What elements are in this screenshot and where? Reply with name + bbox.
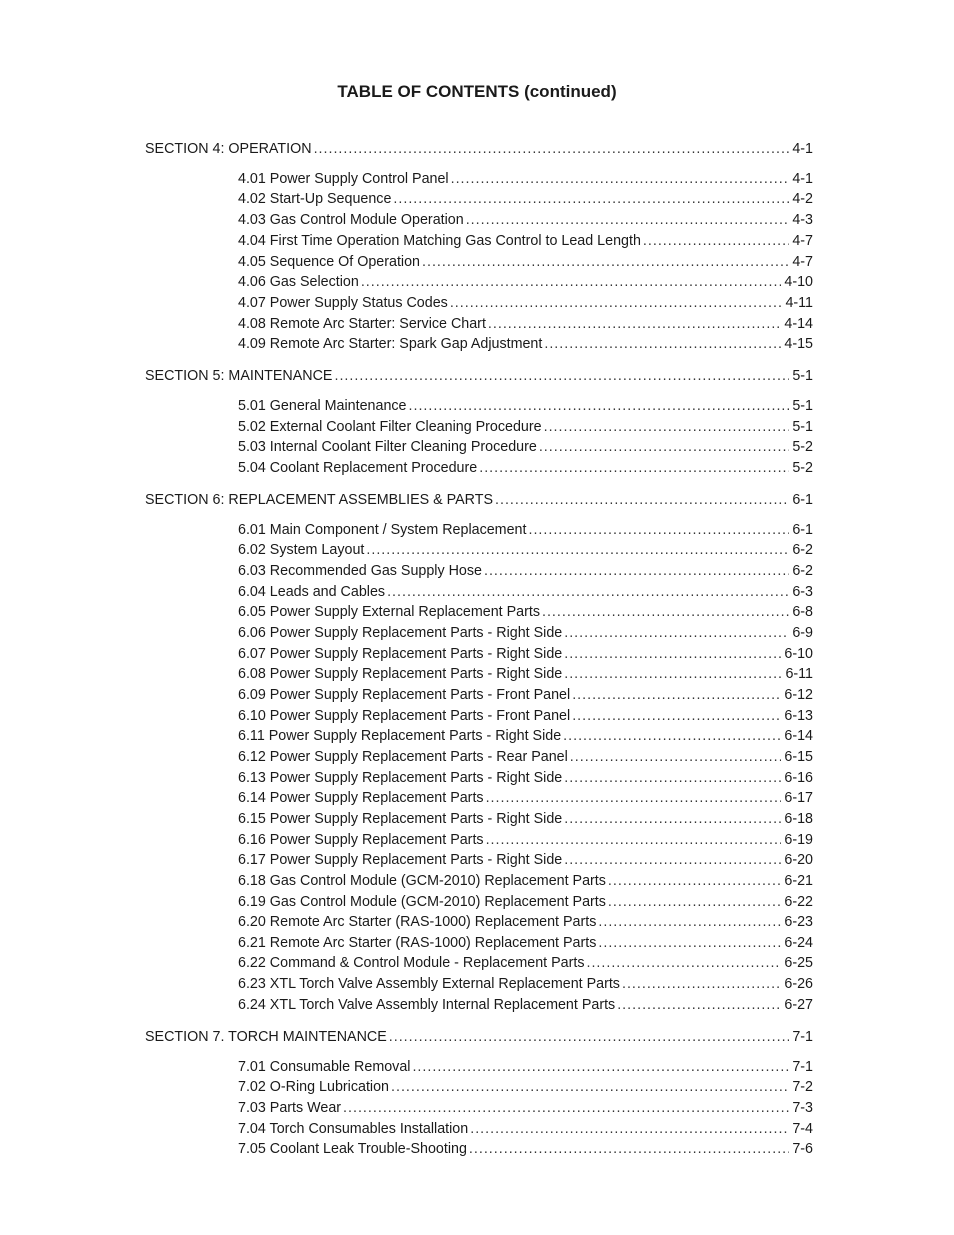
toc-entry-label: 4.09 Remote Arc Starter: Spark Gap Adjustment bbox=[238, 336, 543, 352]
toc-entry-label: 7.04 Torch Consumables Installation bbox=[238, 1121, 469, 1137]
toc-entry-page-number: 6-27 bbox=[784, 997, 813, 1013]
toc-entry-page-number: 4-2 bbox=[792, 191, 813, 207]
toc-entry-label: 6.09 Power Supply Replacement Parts - Front Panel bbox=[238, 687, 571, 703]
toc-entry-label: 4.05 Sequence Of Operation bbox=[238, 254, 421, 270]
toc-entry-page-number: 6-25 bbox=[784, 955, 813, 971]
toc-entry-label: 4.01 Power Supply Control Panel bbox=[238, 171, 449, 187]
toc-entry-label: 7.05 Coolant Leak Trouble-Shooting bbox=[238, 1141, 467, 1157]
toc-entry-label: 6.02 System Layout bbox=[238, 542, 365, 558]
toc-entry-label: 4.04 First Time Operation Matching Gas Control to Lead Length bbox=[238, 233, 641, 249]
toc-entry-label: 4.07 Power Supply Status Codes bbox=[238, 295, 448, 311]
toc-subsection-entry[interactable] bbox=[238, 830, 813, 850]
toc-entry-label: 6.12 Power Supply Replacement Parts - Rear Panel bbox=[238, 749, 568, 765]
toc-entry-page-number: 6-1 bbox=[792, 492, 813, 508]
dot-leader bbox=[528, 520, 789, 540]
toc-subsection-entry[interactable] bbox=[238, 1098, 813, 1118]
toc-subsection-entry[interactable] bbox=[238, 252, 813, 272]
toc-subsection-entry[interactable] bbox=[238, 437, 813, 457]
toc-entry-label: 6.21 Remote Arc Starter (RAS-1000) Replacement Parts bbox=[238, 935, 597, 951]
toc-entry-label: 6.08 Power Supply Replacement Parts - Right Side bbox=[238, 666, 563, 682]
toc-entry-label: SECTION 7. TORCH MAINTENANCE bbox=[145, 1029, 387, 1045]
toc-subsection-entry[interactable] bbox=[238, 933, 813, 953]
toc-entry-label: 6.05 Power Supply External Replacement Parts bbox=[238, 604, 540, 620]
dot-leader bbox=[608, 892, 781, 912]
toc-subsection-entry[interactable] bbox=[238, 458, 813, 478]
toc-entry-page-number: 5-2 bbox=[792, 460, 813, 476]
dot-leader bbox=[450, 293, 783, 313]
toc-entry-label: 6.10 Power Supply Replacement Parts - Front Panel bbox=[238, 708, 571, 724]
toc-entry-page-number: 6-17 bbox=[784, 790, 813, 806]
toc-subsection-entry[interactable] bbox=[238, 1119, 813, 1139]
toc-entry-label: 6.24 XTL Torch Valve Assembly Internal Replacement Parts bbox=[238, 997, 616, 1013]
toc-entry-page-number: 7-2 bbox=[792, 1079, 813, 1095]
toc-entry-page-number: 6-10 bbox=[784, 646, 813, 662]
dot-leader bbox=[542, 602, 789, 622]
dot-leader bbox=[539, 437, 790, 457]
toc-section-entry[interactable] bbox=[145, 1027, 813, 1047]
toc-entry-label: 6.03 Recommended Gas Supply Hose bbox=[238, 563, 482, 579]
dot-leader bbox=[495, 490, 789, 510]
dot-leader bbox=[564, 850, 781, 870]
toc-subsection-entry[interactable] bbox=[238, 189, 813, 209]
toc-entry-label: 5.02 External Coolant Filter Cleaning Procedure bbox=[238, 419, 542, 435]
toc-subsection-entry[interactable] bbox=[238, 892, 813, 912]
dot-leader bbox=[422, 252, 789, 272]
toc-entry-label: 4.06 Gas Selection bbox=[238, 274, 359, 290]
dot-leader bbox=[470, 1119, 789, 1139]
toc-subsection-entry[interactable] bbox=[238, 788, 813, 808]
toc-entry-page-number: 6-8 bbox=[792, 604, 813, 620]
dot-leader bbox=[544, 334, 781, 354]
toc-entry-page-number: 6-19 bbox=[784, 832, 813, 848]
toc-entry-page-number: 4-7 bbox=[792, 233, 813, 249]
toc-subsection-entry[interactable] bbox=[238, 1077, 813, 1097]
toc-section-entry[interactable] bbox=[145, 139, 813, 159]
toc-subsection-entry[interactable] bbox=[238, 540, 813, 560]
toc-subsection-entry[interactable] bbox=[238, 1057, 813, 1077]
toc-entry-label: 7.01 Consumable Removal bbox=[238, 1059, 411, 1075]
toc-entry-page-number: 5-1 bbox=[792, 368, 813, 384]
toc-entry-page-number: 4-7 bbox=[792, 254, 813, 270]
toc-subsection-entry[interactable] bbox=[238, 314, 813, 334]
toc-subsection-entry[interactable] bbox=[238, 953, 813, 973]
page-title: TABLE OF CONTENTS (continued) bbox=[337, 82, 617, 101]
toc-subsection-entry[interactable] bbox=[238, 706, 813, 726]
dot-leader bbox=[334, 366, 789, 386]
toc-entry-page-number: 5-2 bbox=[792, 439, 813, 455]
toc-entry-label: 6.17 Power Supply Replacement Parts - Right Side bbox=[238, 852, 563, 868]
toc-subsection-entry[interactable] bbox=[238, 417, 813, 437]
dot-leader bbox=[466, 210, 790, 230]
dot-leader bbox=[598, 912, 781, 932]
toc-entry-label: 7.02 O-Ring Lubrication bbox=[238, 1079, 389, 1095]
toc-entry-page-number: 5-1 bbox=[792, 419, 813, 435]
toc-subsection-entry[interactable] bbox=[238, 396, 813, 416]
toc-subsection-entry[interactable] bbox=[238, 747, 813, 767]
toc-entry-page-number: 6-21 bbox=[784, 873, 813, 889]
dot-leader bbox=[586, 953, 781, 973]
dot-leader bbox=[572, 706, 781, 726]
toc-subsection-entry[interactable] bbox=[238, 664, 813, 684]
toc-subsection-entry[interactable] bbox=[238, 520, 813, 540]
dot-leader bbox=[389, 1027, 790, 1047]
toc-subsection-entry[interactable] bbox=[238, 1139, 813, 1159]
dot-leader bbox=[314, 139, 790, 159]
toc-entry-page-number: 7-1 bbox=[792, 1029, 813, 1045]
toc-section-entry[interactable] bbox=[145, 366, 813, 386]
toc-subsection-entry[interactable] bbox=[238, 272, 813, 292]
toc-entry-label: 4.02 Start-Up Sequence bbox=[238, 191, 392, 207]
toc-entry-label: 7.03 Parts Wear bbox=[238, 1100, 342, 1116]
toc-entry-page-number: 7-4 bbox=[792, 1121, 813, 1137]
dot-leader bbox=[387, 582, 789, 602]
dot-leader bbox=[564, 809, 781, 829]
dot-leader bbox=[484, 561, 789, 581]
toc-entry-label: 4.08 Remote Arc Starter: Service Chart bbox=[238, 316, 486, 332]
dot-leader bbox=[412, 1057, 789, 1077]
toc-entry-page-number: 4-11 bbox=[785, 295, 813, 311]
toc-entry-page-number: 7-6 bbox=[792, 1141, 813, 1157]
toc-entry-page-number: 4-3 bbox=[792, 212, 813, 228]
toc-subsection-entry[interactable] bbox=[238, 726, 813, 746]
toc-subsection-entry[interactable] bbox=[238, 644, 813, 664]
toc-entry-page-number: 6-24 bbox=[784, 935, 813, 951]
toc-entry-label: 6.13 Power Supply Replacement Parts - Right Side bbox=[238, 770, 563, 786]
dot-leader bbox=[488, 314, 781, 334]
toc-entry-page-number: 6-1 bbox=[792, 522, 813, 538]
toc-entry-page-number: 6-16 bbox=[784, 770, 813, 786]
dot-leader bbox=[479, 458, 789, 478]
toc-entry-page-number: 4-10 bbox=[784, 274, 813, 290]
toc-entry-page-number: 6-18 bbox=[784, 811, 813, 827]
toc-entry-label: 6.16 Power Supply Replacement Parts bbox=[238, 832, 484, 848]
dot-leader bbox=[564, 664, 782, 684]
toc-entry-label: 6.22 Command & Control Module - Replacement Parts bbox=[238, 955, 585, 971]
toc-section-entry[interactable] bbox=[145, 490, 813, 510]
toc-subsection-entry[interactable] bbox=[238, 293, 813, 313]
dot-leader bbox=[393, 189, 789, 209]
dot-leader bbox=[451, 169, 790, 189]
toc-entry-page-number: 6-14 bbox=[784, 728, 813, 744]
toc-entry-page-number: 6-11 bbox=[785, 666, 813, 682]
toc-entry-page-number: 6-13 bbox=[784, 708, 813, 724]
toc-entry-page-number: 6-22 bbox=[784, 894, 813, 910]
toc-entry-page-number: 4-1 bbox=[792, 141, 813, 157]
toc-subsection-entry[interactable] bbox=[238, 169, 813, 189]
toc-entry-page-number: 4-15 bbox=[784, 336, 813, 352]
dot-leader bbox=[564, 623, 789, 643]
toc-entry-label: 6.23 XTL Torch Valve Assembly External Replacement Parts bbox=[238, 976, 620, 992]
toc-entry-page-number: 6-15 bbox=[784, 749, 813, 765]
toc-subsection-entry[interactable] bbox=[238, 995, 813, 1015]
dot-leader bbox=[617, 995, 781, 1015]
toc-entry-label: 6.15 Power Supply Replacement Parts - Right Side bbox=[238, 811, 563, 827]
dot-leader bbox=[643, 231, 789, 251]
toc-entry-page-number: 6-12 bbox=[784, 687, 813, 703]
toc-entry-label: SECTION 5: MAINTENANCE bbox=[145, 368, 333, 384]
toc-entry-label: SECTION 4: OPERATION bbox=[145, 141, 312, 157]
dot-leader bbox=[598, 933, 781, 953]
toc-entry-label: 6.20 Remote Arc Starter (RAS-1000) Replacement Parts bbox=[238, 914, 597, 930]
dot-leader bbox=[486, 830, 782, 850]
toc-subsection-entry[interactable] bbox=[238, 210, 813, 230]
dot-leader bbox=[409, 396, 790, 416]
dot-leader bbox=[622, 974, 781, 994]
toc-entry-page-number: 4-14 bbox=[784, 316, 813, 332]
toc-entry-label: 6.04 Leads and Cables bbox=[238, 584, 386, 600]
toc-entry-label: 6.18 Gas Control Module (GCM-2010) Replacement Parts bbox=[238, 873, 606, 889]
toc-entry-page-number: 6-26 bbox=[784, 976, 813, 992]
toc-subsection-entry[interactable] bbox=[238, 871, 813, 891]
dot-leader bbox=[486, 788, 782, 808]
dot-leader bbox=[366, 540, 789, 560]
toc-entry-page-number: 6-2 bbox=[792, 563, 813, 579]
toc-entry-page-number: 6-20 bbox=[784, 852, 813, 868]
dot-leader bbox=[391, 1077, 789, 1097]
toc-entry-label: 6.14 Power Supply Replacement Parts bbox=[238, 790, 484, 806]
toc-subsection-entry[interactable] bbox=[238, 602, 813, 622]
toc-entry-page-number: 6-3 bbox=[792, 584, 813, 600]
toc-subsection-entry[interactable] bbox=[238, 850, 813, 870]
toc-entry-label: 5.03 Internal Coolant Filter Cleaning Procedure bbox=[238, 439, 537, 455]
toc-subsection-entry[interactable] bbox=[238, 912, 813, 932]
toc-entry-label: 6.11 Power Supply Replacement Parts - Right Side bbox=[238, 728, 562, 744]
toc-subsection-entry[interactable] bbox=[238, 334, 813, 354]
toc-entry-page-number: 5-1 bbox=[792, 398, 813, 414]
dot-leader bbox=[570, 747, 782, 767]
dot-leader bbox=[343, 1098, 789, 1118]
toc-entry-page-number: 6-2 bbox=[792, 542, 813, 558]
toc-entry-page-number: 4-1 bbox=[792, 171, 813, 187]
toc-subsection-entry[interactable] bbox=[238, 768, 813, 788]
toc-entry-label: SECTION 6: REPLACEMENT ASSEMBLIES & PARTS bbox=[145, 492, 493, 508]
toc-subsection-entry[interactable] bbox=[238, 685, 813, 705]
toc-entry-page-number: 6-23 bbox=[784, 914, 813, 930]
toc-subsection-entry[interactable] bbox=[238, 974, 813, 994]
toc-subsection-entry[interactable] bbox=[238, 561, 813, 581]
dot-leader bbox=[361, 272, 782, 292]
dot-leader bbox=[564, 768, 781, 788]
toc-entry-label: 5.01 General Maintenance bbox=[238, 398, 407, 414]
toc-entry-label: 6.19 Gas Control Module (GCM-2010) Replacement Parts bbox=[238, 894, 606, 910]
toc-entry-page-number: 6-9 bbox=[792, 625, 813, 641]
dot-leader bbox=[563, 726, 781, 746]
toc-entry-label: 6.06 Power Supply Replacement Parts - Right Side bbox=[238, 625, 563, 641]
toc-subsection-entry[interactable] bbox=[238, 231, 813, 251]
toc-entry-label: 6.01 Main Component / System Replacement bbox=[238, 522, 527, 538]
dot-leader bbox=[564, 644, 781, 664]
dot-leader bbox=[608, 871, 781, 891]
toc-subsection-entry[interactable] bbox=[238, 623, 813, 643]
toc-subsection-entry[interactable] bbox=[238, 582, 813, 602]
dot-leader bbox=[469, 1139, 789, 1159]
dot-leader bbox=[544, 417, 790, 437]
toc-entry-label: 6.07 Power Supply Replacement Parts - Right Side bbox=[238, 646, 563, 662]
toc-entry-page-number: 7-1 bbox=[792, 1059, 813, 1075]
toc-entry-page-number: 7-3 bbox=[792, 1100, 813, 1116]
toc-entry-label: 4.03 Gas Control Module Operation bbox=[238, 212, 464, 228]
toc-entry-label: 5.04 Coolant Replacement Procedure bbox=[238, 460, 478, 476]
toc-subsection-entry[interactable] bbox=[238, 809, 813, 829]
dot-leader bbox=[572, 685, 781, 705]
